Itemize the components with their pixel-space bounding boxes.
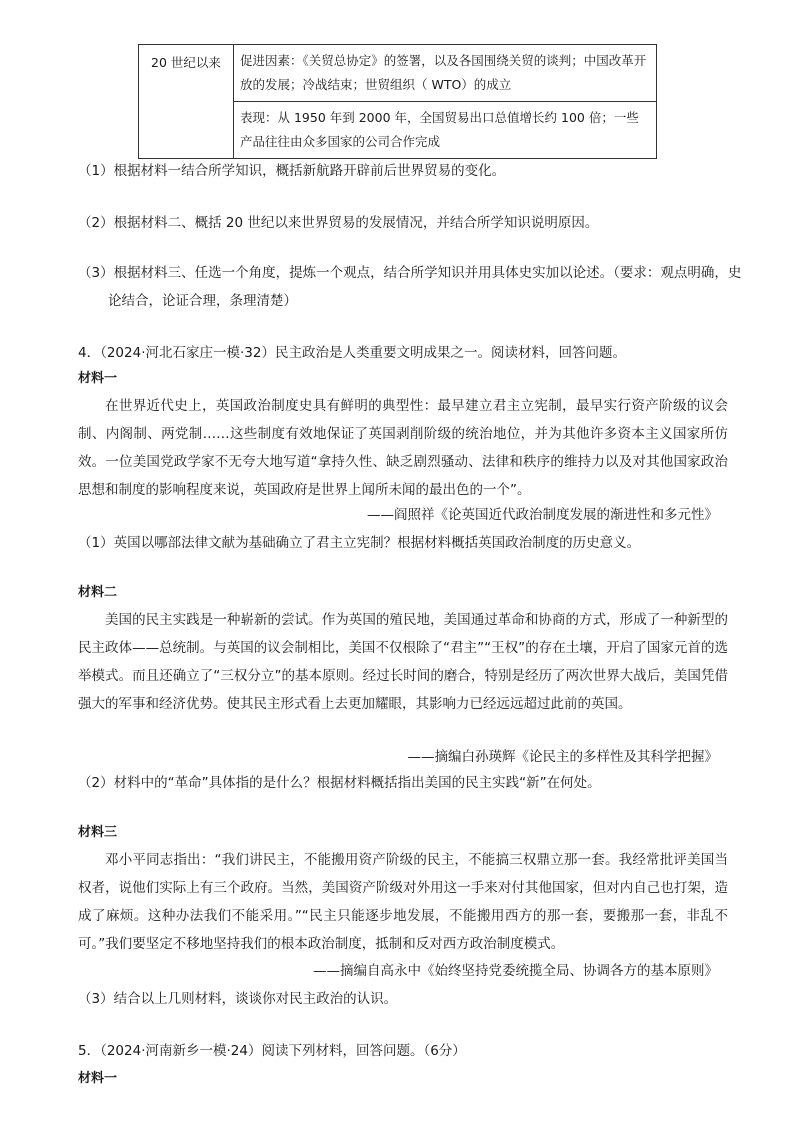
- era-cell: 20 世纪以来: [139, 45, 234, 159]
- performance-cell: 表现：从 1950 年到 2000 年，全国贸易出口总值增长约 100 倍；一些产品往往由众多国家的公司合作完成: [234, 102, 657, 159]
- material-3-text: 邓小平同志指出：“我们讲民主，不能搬用资产阶级的民主，不能搞三权鼎立那一套。我经常批评美国当权者，说他们实际上有三个政府。当然，美国资产阶级对外用这一手来对付其他国家，但对内自己也打架，造成了麻烦。这种办法我们不能采用。”“民主只能逐步地发展，不能搬用西方的那一套，要搬那一套，非乱不可。”我们要坚定不移地坚持我们的根本政治制度，抵制和反对西方政治制度模式。: [78, 852, 728, 952]
- material-1-source: ——阎照祥《论英国近代政治制度发展的渐进性和多元性》: [367, 507, 718, 523]
- question-5-header: 5．（2024·河南新乡一模·24）阅读下列材料，回答问题。（6分）: [78, 1043, 466, 1059]
- question-4-header: 4．（2024·河北石家庄一模·32）民主政治是人类重要文明成果之一。阅读材料，回答问题。: [78, 345, 626, 361]
- material-label: 材料二: [78, 585, 118, 600]
- material-label: 材料一: [78, 371, 118, 386]
- material-2-source: ——摘编白孙瑛辉《论民主的多样性及其科学把握》: [407, 749, 718, 765]
- trade-table: [138, 44, 657, 159]
- material-1-text: 在世界近代史上，英国政治制度史具有鲜明的典型性：最早建立君主立宪制，最早实行资产阶级的议会制、内阁制、两党制……这些制度有效地保证了英国剥削阶级的统治地位，并为其他许多资本主义国家所仿效。一位美国党政学家不无夸大地写道“拿持久性、缺乏剧烈骚动、法律和秩序的维持力以及对其他国家政治思想和制度的影响程度来说，英国政府是世界上闻所未闻的最出色的一个”。: [78, 398, 728, 498]
- material-label: 材料三: [78, 825, 118, 840]
- question-4-3: （3）结合以上几则材料，谈谈你对民主政治的认识。: [78, 991, 398, 1007]
- question-3-3: （3）根据材料三、任选一个角度，提炼一个观点，结合所学知识并用具体史实加以论述。（要求：观点明确，史论结合，论证合理，条理清楚）: [78, 265, 742, 309]
- question-4-1: （1）英国以哪部法律文献为基础确立了君主立宪制？根据材料概括英国政治制度的历史意义。: [78, 535, 641, 551]
- table-row: [139, 45, 657, 102]
- material-label: 材料一: [78, 1071, 118, 1086]
- question-4-2: （2）材料中的“革命”具体指的是什么？根据材料概括指出美国的民主实践“新”在何处。: [78, 775, 601, 791]
- factors-cell: 促进因素：《关贸总协定》的签署，以及各国围绕关贸的谈判；中国改革开放的发展；冷战结束；世贸组织（ WTO）的成立: [234, 45, 657, 102]
- material-3-source: ——摘编自高永中《始终坚持党委统揽全局、协调各方的基本原则》: [313, 963, 718, 979]
- question-3-2: （2）根据材料二、概括 20 世纪以来世界贸易的发展情况，并结合所学知识说明原因。: [78, 215, 599, 231]
- material-2-text: 美国的民主实践是一种崭新的尝试。作为英国的殖民地，美国通过革命和协商的方式，形成了一种新型的民主政体——总统制。与英国的议会制相比，美国不仅根除了“君主”“王权”的存在土壤，开启了国家元首的选举模式。而且还确立了“三权分立”的基本原则。经过长时间的磨合，特别是经历了两次世界大战后，美国凭借强大的军事和经济优势。使其民主形式看上去更加耀眼，其影响力已经远远超过此前的英国。: [78, 612, 728, 712]
- question-3-1: （1）根据材料一结合所学知识，概括新航路开辟前后世界贸易的变化。: [78, 163, 506, 179]
